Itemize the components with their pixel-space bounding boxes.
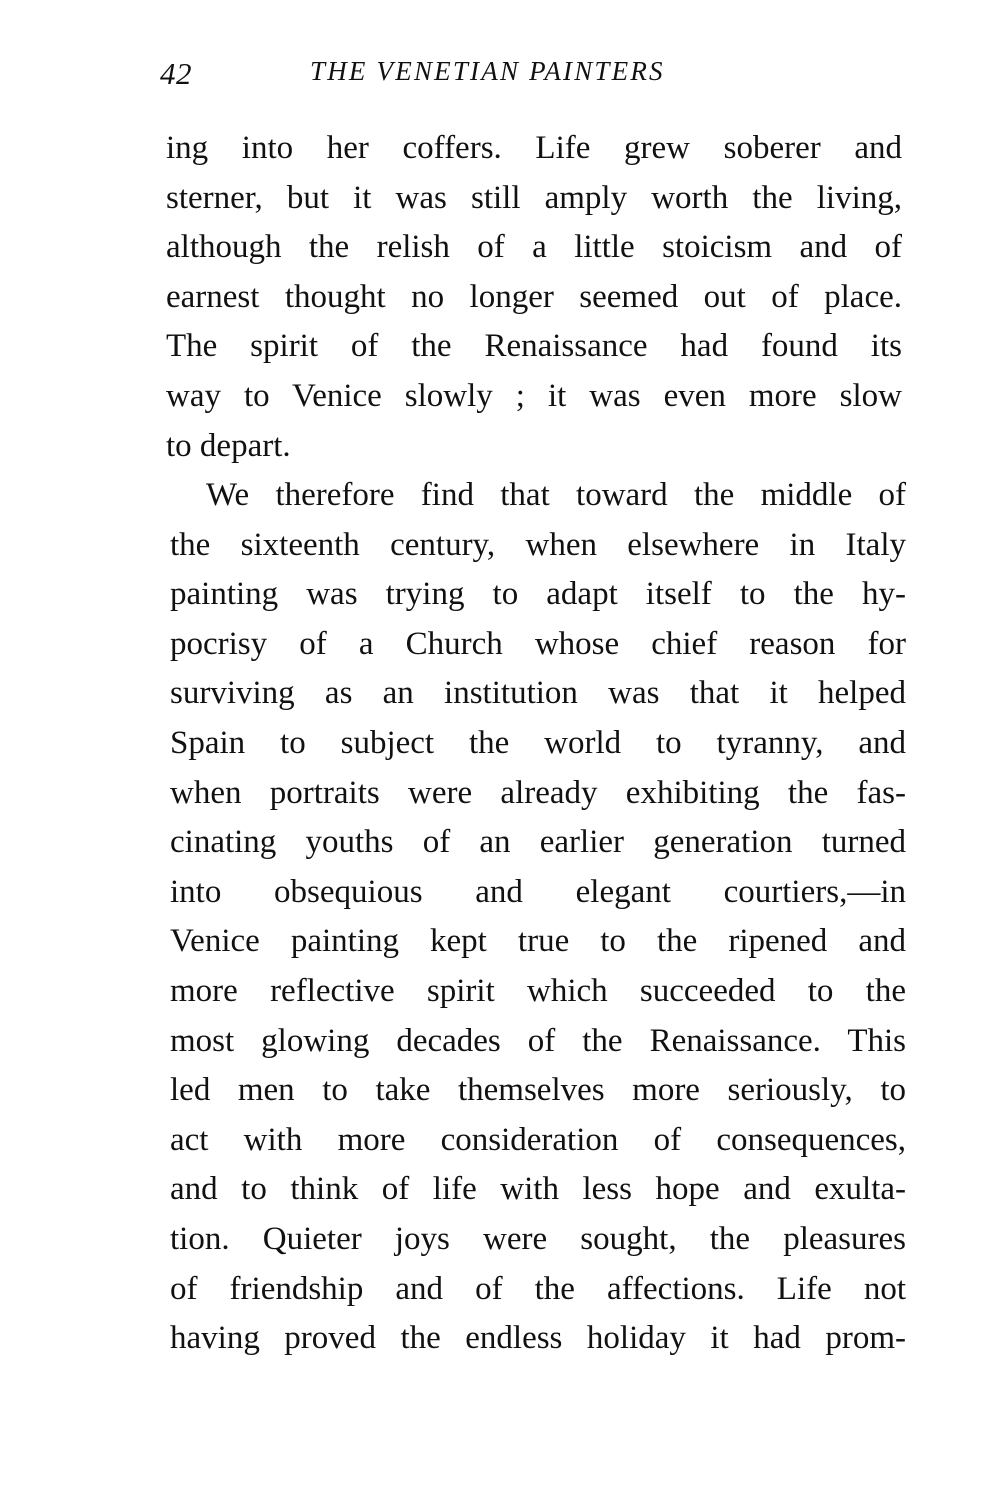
- text-line: when portraits were already exhibiting the fas-: [170, 774, 906, 811]
- text-line: although the relish of a little stoicism and of: [166, 229, 902, 266]
- text-line: tion. Quieter joys were sought, the pleasures: [170, 1220, 906, 1257]
- text-line: pocrisy of a Church whose chief reason for: [170, 625, 906, 662]
- text-line: into obsequious and elegant courtiers,—in: [170, 873, 906, 910]
- text-line: The spirit of the Renaissance had found its: [166, 328, 902, 365]
- running-title: THE VENETIAN PAINTERS: [310, 56, 665, 86]
- page-number: 42: [160, 56, 192, 91]
- text-line: earnest thought no longer seemed out of place.: [166, 278, 902, 315]
- text-line: Venice painting kept true to the ripened and: [170, 923, 906, 960]
- text-line: more reflective spirit which succeeded to the: [170, 972, 906, 1009]
- paragraph-new: [170, 471, 906, 1364]
- text-line: We therefore find that toward the middle of: [206, 477, 906, 513]
- text-line: painting was trying to adapt itself to the hy-: [170, 576, 906, 613]
- text-line: most glowing decades of the Renaissance. This: [170, 1022, 906, 1059]
- text-line: and to think of life with less hope and exulta-: [170, 1171, 906, 1208]
- text-line: to depart.: [166, 427, 291, 464]
- text-line: ing into her coffers. Life grew soberer and: [166, 130, 902, 166]
- paragraph-continued: [166, 124, 902, 471]
- text-line: sterner, but it was still amply worth the living,: [166, 179, 902, 216]
- text-line: way to Venice slowly ; it was even more slow: [166, 377, 902, 414]
- text-line: act with more consideration of consequences,: [170, 1121, 906, 1158]
- text-line: of friendship and of the affections. Life not: [170, 1270, 906, 1307]
- text-line: having proved the endless holiday it had prom-: [170, 1320, 906, 1357]
- running-head: [158, 56, 906, 96]
- text-line: surviving as an institution was that it helped: [170, 675, 906, 712]
- text-line: Spain to subject the world to tyranny, and: [170, 724, 906, 761]
- text-line: led men to take themselves more seriously, to: [170, 1072, 906, 1109]
- text-line: cinating youths of an earlier generation turned: [170, 824, 906, 861]
- text-line: the sixteenth century, when elsewhere in Italy: [170, 526, 906, 563]
